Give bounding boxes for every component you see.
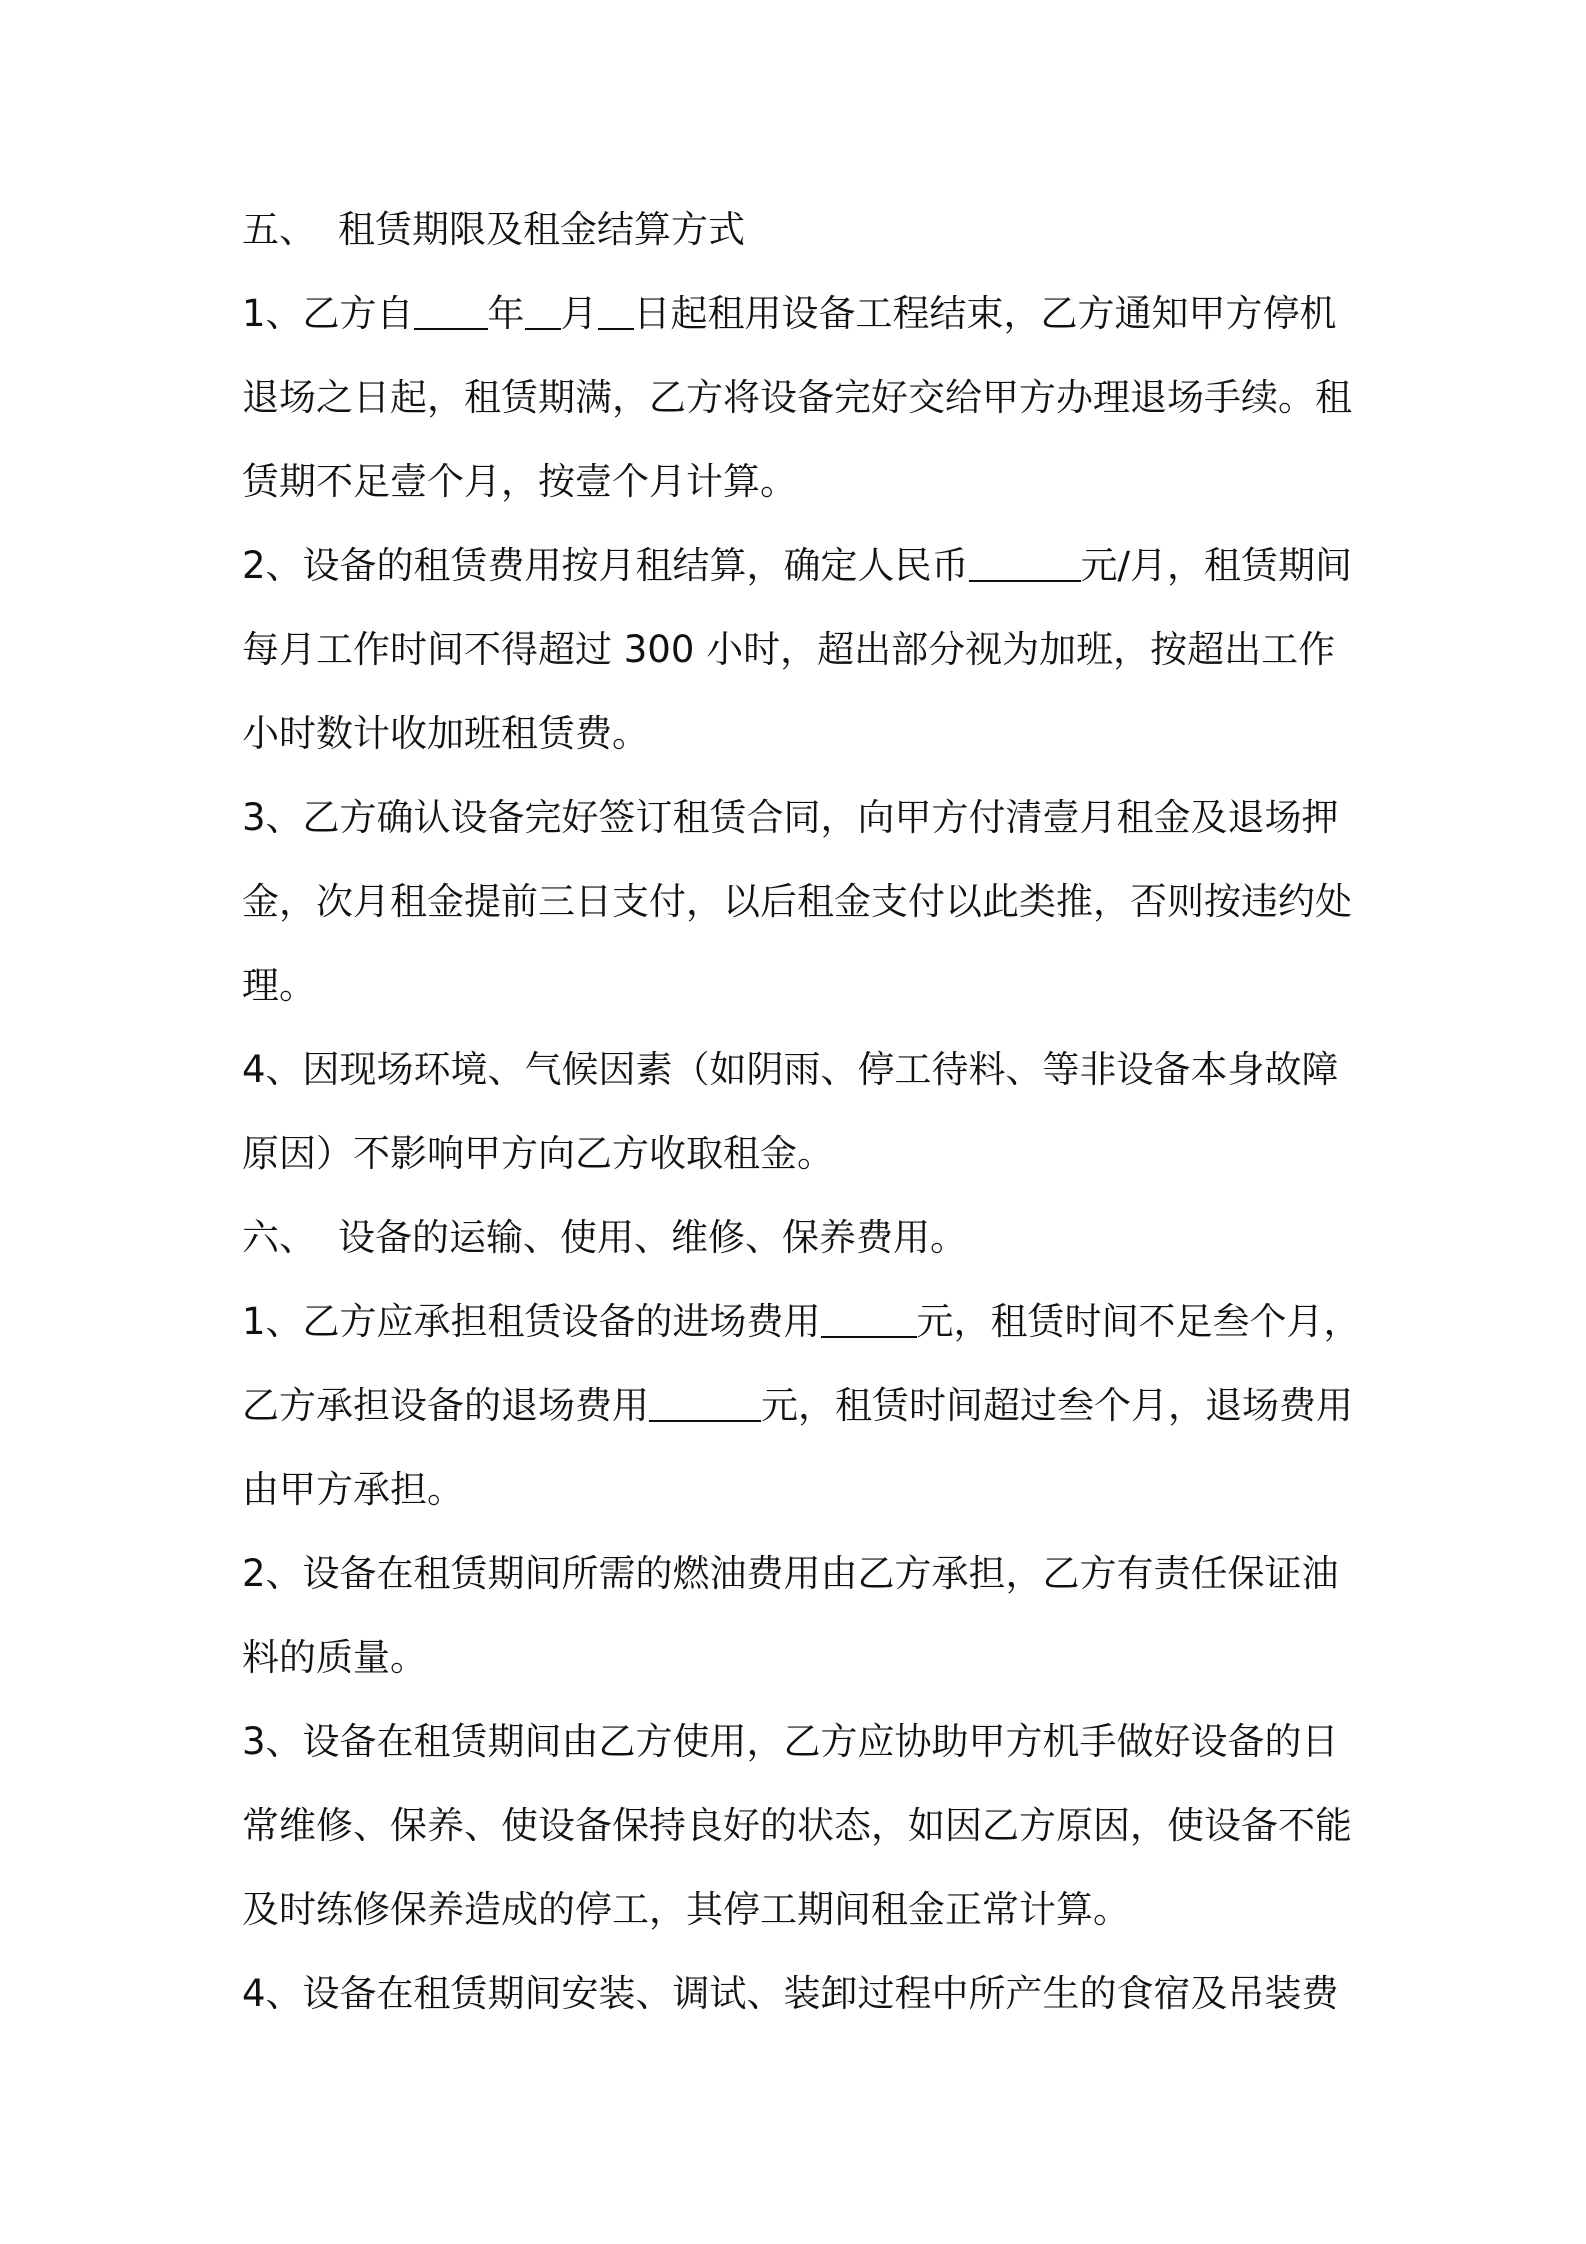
section-5-item-2-line-3: 小时数计收加班租赁费。 bbox=[242, 712, 649, 755]
blank-year bbox=[414, 288, 488, 330]
section-6-item-3-line-1: 3、设备在租赁期间由乙方使用，乙方应协助甲方机手做好设备的日 bbox=[242, 1720, 1339, 1763]
section-5-item-3-line-2: 金，次月租金提前三日支付，以后租金支付以此类推，否则按违约处 bbox=[242, 880, 1352, 923]
section-5-title: 租赁期限及租金结算方式 bbox=[338, 208, 745, 251]
section-5-item-4-line-1: 4、因现场环境、气候因素（如阴雨、停工待料、等非设备本身故障 bbox=[242, 1048, 1339, 1091]
blank-month bbox=[525, 288, 561, 330]
blank-day bbox=[598, 288, 634, 330]
section-6-item-1-line-2 bbox=[242, 1376, 1358, 1460]
text-segment: 1、乙方自 bbox=[242, 292, 414, 335]
section-6-item-2-line-1: 2、设备在租赁期间所需的燃油费用由乙方承担，乙方有责任保证油 bbox=[242, 1552, 1339, 1595]
document-page bbox=[242, 200, 1361, 2048]
section-6-item-4-line-1: 4、设备在租赁期间安装、调试、装卸过程中所产生的食宿及吊装费 bbox=[242, 1972, 1339, 2015]
section-5-item-1-line-3: 赁期不足壹个月，按壹个月计算。 bbox=[242, 460, 797, 503]
text-segment: 元/月，租赁期间 bbox=[1080, 544, 1353, 587]
text-segment: 元，租赁时间超过叁个月，退场费用 bbox=[761, 1384, 1353, 1427]
section-5-heading bbox=[242, 200, 1358, 284]
section-6-item-1-line-1 bbox=[242, 1292, 1361, 1376]
section-5-item-1-line-2: 退场之日起，租赁期满，乙方将设备完好交给甲方办理退场手续。租 bbox=[242, 376, 1352, 419]
section-6-item-3-line-3: 及时练修保养造成的停工，其停工期间租金正常计算。 bbox=[242, 1888, 1130, 1931]
section-5-item-2-line-2: 每月工作时间不得超过 300 小时，超出部分视为加班，按超出工作 bbox=[242, 628, 1336, 671]
text-segment: 月 bbox=[560, 292, 598, 335]
text-segment: 乙方承担设备的退场费用 bbox=[242, 1384, 649, 1427]
text-segment: 年 bbox=[487, 292, 525, 335]
section-6-heading bbox=[242, 1208, 1358, 1292]
section-5-item-4-line-2: 原因）不影响甲方向乙方收取租金。 bbox=[242, 1132, 834, 1175]
section-6-item-1-line-3: 由甲方承担。 bbox=[242, 1468, 464, 1511]
blank-entry-fee bbox=[821, 1296, 917, 1338]
section-6-number: 六、 bbox=[242, 1216, 316, 1259]
section-5-item-2-line-1 bbox=[242, 536, 1358, 620]
blank-monthly-rent bbox=[969, 540, 1081, 582]
section-6-item-3-line-2: 常维修、保养、使设备保持良好的状态，如因乙方原因，使设备不能 bbox=[242, 1804, 1352, 1847]
section-5-item-3-line-1: 3、乙方确认设备完好签订租赁合同，向甲方付清壹月租金及退场押 bbox=[242, 796, 1339, 839]
text-segment: 2、设备的租赁费用按月租结算，确定人民币 bbox=[242, 544, 969, 587]
blank-exit-fee bbox=[649, 1380, 761, 1422]
section-5-item-1-line-1 bbox=[242, 284, 1358, 368]
text-segment: 元，租赁时间不足叁个月， bbox=[916, 1300, 1361, 1343]
section-5-number: 五、 bbox=[242, 208, 316, 251]
text-segment: 日起租用设备工程结束，乙方通知甲方停机 bbox=[633, 292, 1337, 335]
section-5-item-3-line-3: 理。 bbox=[242, 964, 316, 1007]
text-segment: 1、乙方应承担租赁设备的进场费用 bbox=[242, 1300, 821, 1343]
section-6-item-2-line-2: 料的质量。 bbox=[242, 1636, 427, 1679]
section-6-title: 设备的运输、使用、维修、保养费用。 bbox=[338, 1216, 967, 1259]
